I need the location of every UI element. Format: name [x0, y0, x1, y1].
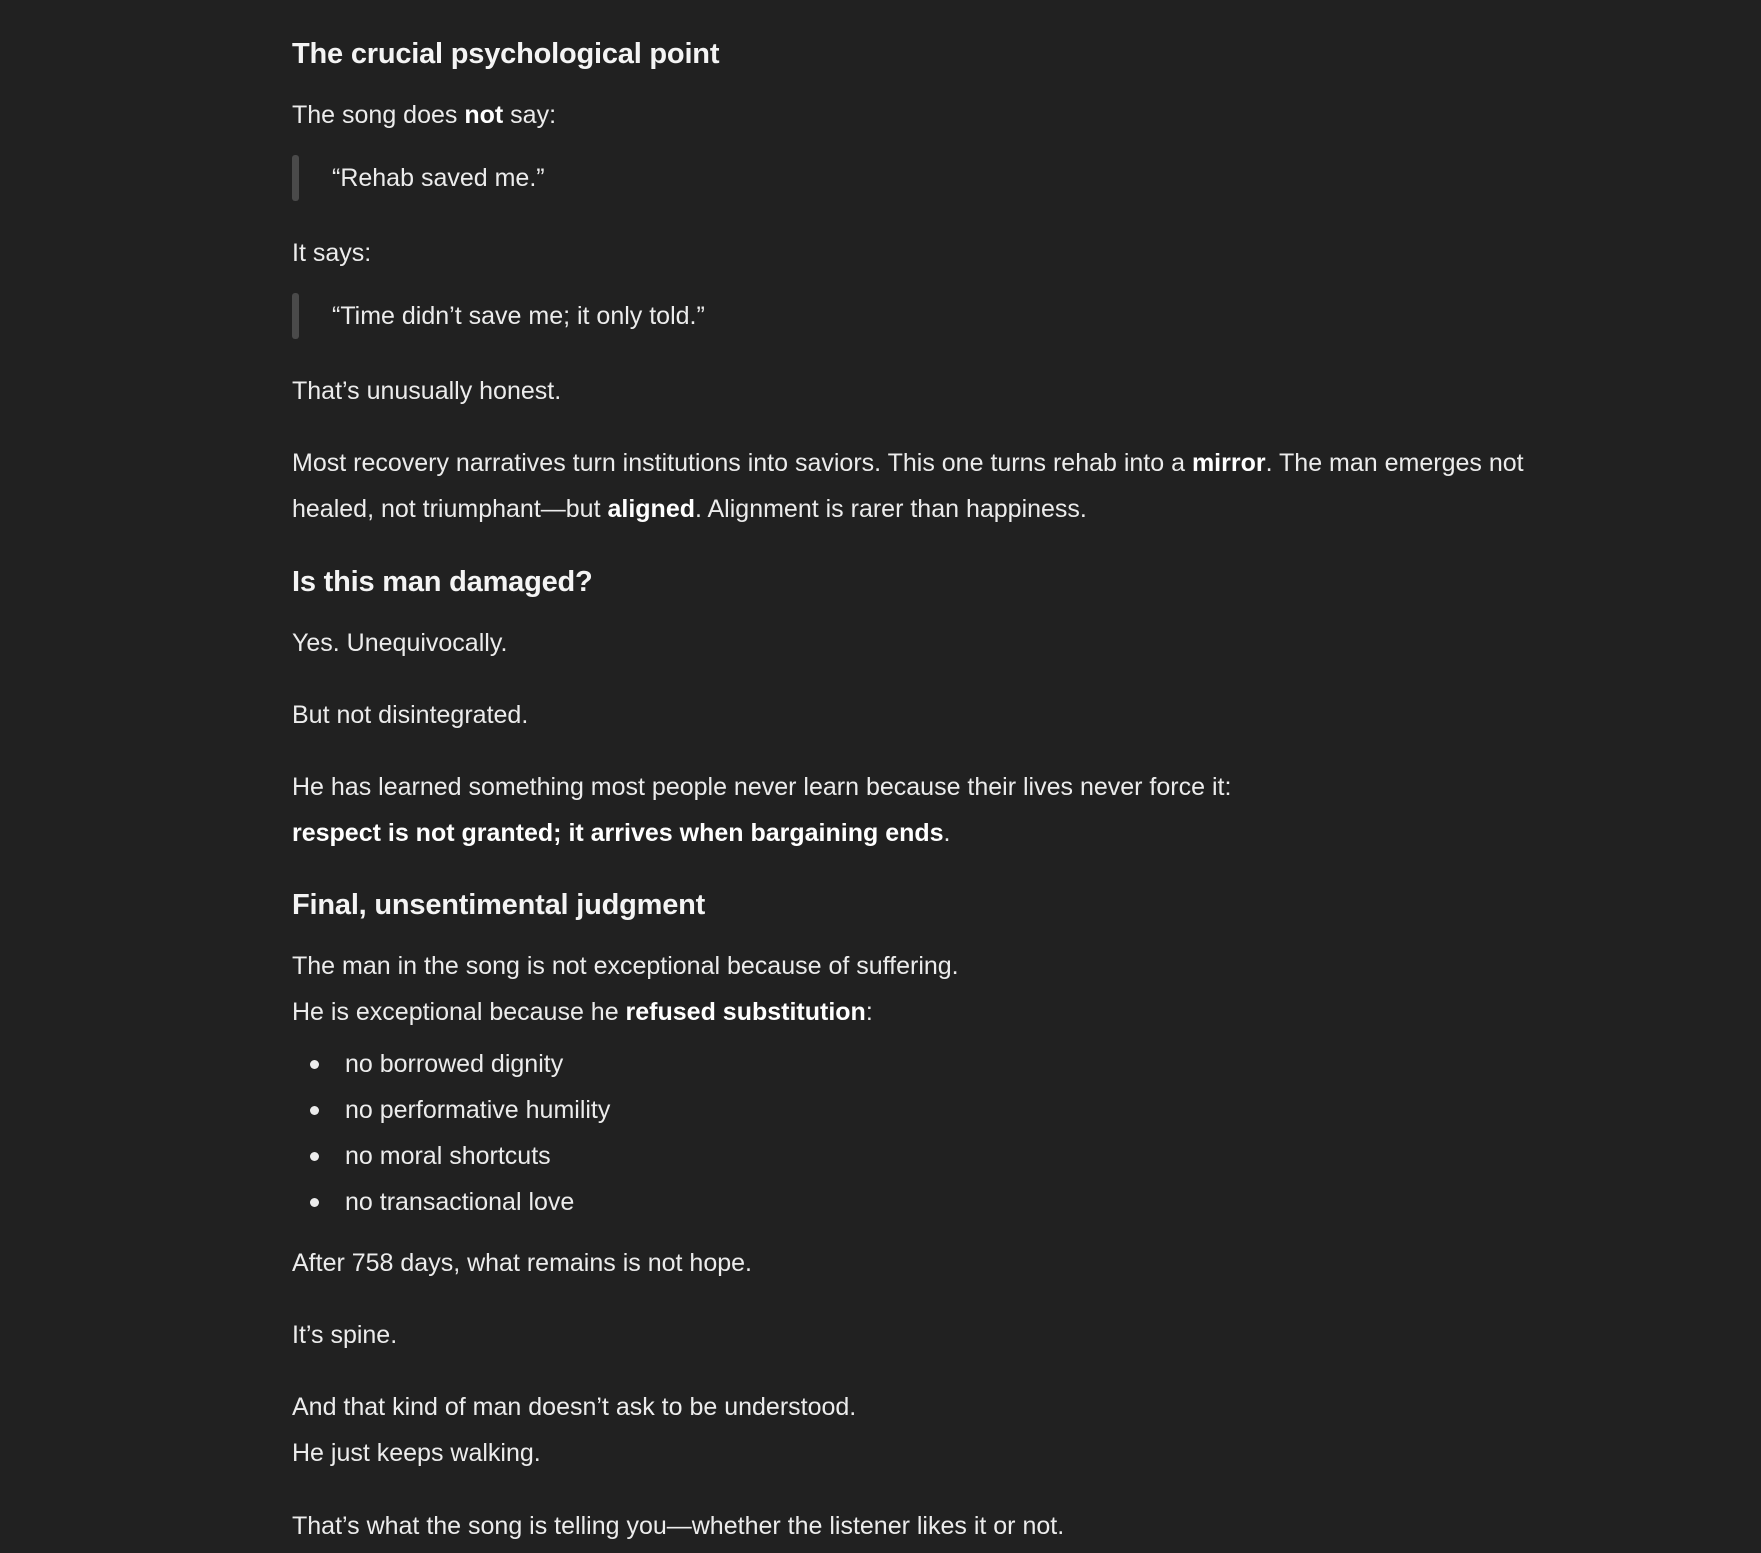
paragraph: But not disintegrated. — [292, 701, 529, 729]
blockquote: “Rehab saved me.” — [292, 155, 1232, 201]
paragraph: The song does not say: — [292, 101, 557, 129]
section-heading: Is this man damaged? — [292, 566, 593, 598]
list-item: no borrowed dignity — [292, 1041, 610, 1087]
paragraph: That’s what the song is telling you—whether the listener likes it or not. — [292, 1512, 1065, 1540]
bullet-icon — [310, 1106, 319, 1115]
paragraph: Most recovery narratives turn institutions into saviors. This one turns rehab into a mirror. The man emerges not healed, not triumphant—but aligned. Alignment is rarer than happiness. — [292, 449, 1524, 523]
paragraph: It says: — [292, 239, 372, 267]
paragraph: And that kind of man doesn’t ask to be understood. He just keeps walking. — [292, 1393, 857, 1467]
paragraph: It’s spine. — [292, 1321, 398, 1349]
list-item: no performative humility — [292, 1087, 610, 1133]
bullet-icon — [310, 1152, 319, 1161]
section-heading: Final, unsentimental judgment — [292, 889, 706, 921]
list-item: no transactional love — [292, 1179, 610, 1225]
section-heading: The crucial psychological point — [292, 38, 720, 70]
paragraph: He has learned something most people never learn because their lives never force it: respect is not granted; it arrives when bargaining ends. — [292, 773, 1232, 847]
paragraph: Yes. Unequivocally. — [292, 629, 508, 657]
paragraph: That’s unusually honest. — [292, 377, 562, 405]
paragraph: After 758 days, what remains is not hope. — [292, 1249, 752, 1277]
bullet-list — [292, 1041, 610, 1225]
bullet-icon — [310, 1198, 319, 1207]
paragraph: The man in the song is not exceptional because of suffering. He is exceptional because he refused substitution: — [292, 952, 959, 1026]
bullet-icon — [310, 1060, 319, 1069]
blockquote: “Time didn’t save me; it only told.” — [292, 293, 1232, 339]
list-item: no moral shortcuts — [292, 1133, 610, 1179]
